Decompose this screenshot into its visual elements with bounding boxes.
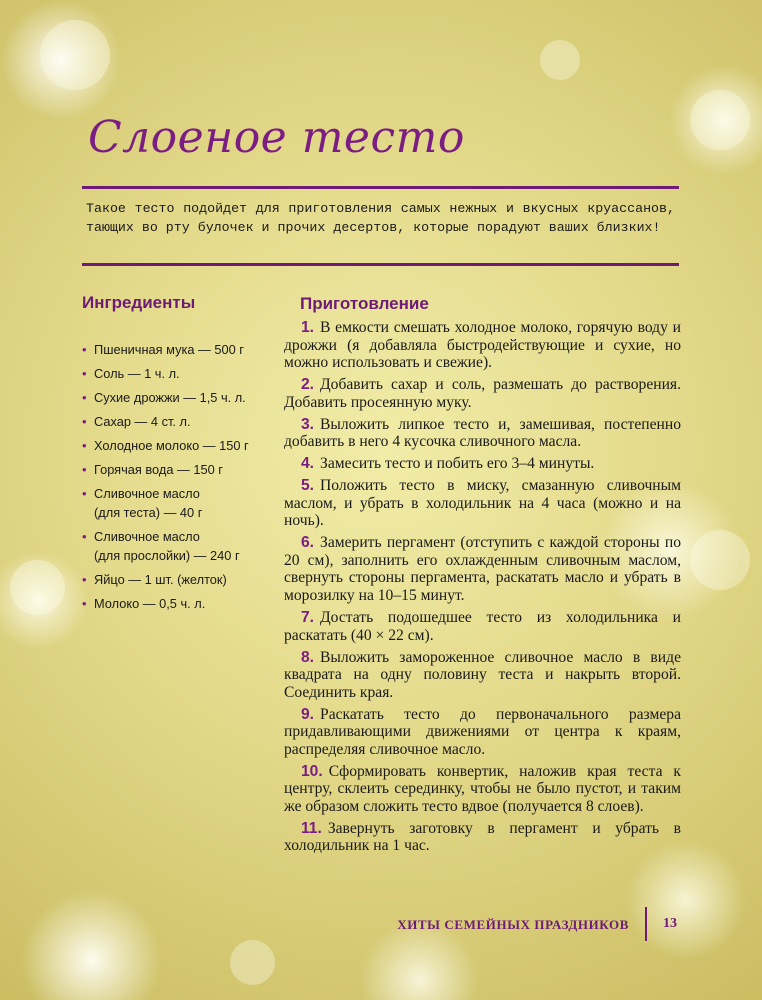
- preparation-step: [284, 416, 681, 451]
- ingredient-text: Холодное молоко — 150 г: [94, 438, 249, 453]
- preparation-heading: Приготовление: [300, 294, 429, 313]
- step-text: Выложить липкое тесто и, замешивая, постепенно добавить в него 4 кусочка сливочного масла.: [284, 415, 681, 451]
- preparation-step: [284, 319, 681, 372]
- preparation-step: [284, 763, 681, 816]
- ingredient-text-continued: (для теста) — 40 г: [94, 505, 203, 520]
- step-text: Замесить тесто и побить его 3–4 минуты.: [320, 455, 595, 473]
- ingredient-item: [82, 364, 282, 383]
- bokeh-light: [230, 940, 275, 985]
- ingredient-text: Горячая вода — 150 г: [94, 462, 223, 477]
- footer-book-title: ХИТЫ СЕМЕЙНЫХ ПРАЗДНИКОВ: [397, 917, 629, 932]
- ingredient-item: [82, 527, 282, 565]
- bokeh-light: [690, 90, 750, 150]
- ingredient-text: Сливочное масло: [94, 529, 200, 544]
- step-number: 3.: [301, 415, 315, 433]
- ingredient-item: [82, 594, 282, 613]
- step-text: Добавить сахар и соль, размешать до растворения. Добавить просеянную муку.: [284, 376, 681, 411]
- preparation-step: [284, 477, 681, 530]
- step-text: Положить тесто в миску, смазанную сливочным маслом, и убрать в холодильник на 4 часа (можно и на ночь).: [284, 477, 681, 530]
- step-number: 5.: [301, 477, 315, 495]
- intro-text: Такое тесто подойдет для приготовления самых нежных и вкусных круассанов, тающих во рту булочек и прочих десертов, которые порадуют ваших близких!: [86, 201, 675, 235]
- preparation-step: [284, 820, 681, 855]
- preparation-steps: [284, 319, 681, 860]
- step-number: 6.: [301, 534, 315, 552]
- preparation-step: [284, 609, 681, 644]
- preparation-step: [284, 649, 681, 702]
- ingredient-item: [82, 340, 282, 359]
- bokeh-light: [40, 20, 110, 90]
- preparation-step: [284, 534, 681, 604]
- ingredient-item: [82, 460, 282, 479]
- ingredient-item: [82, 570, 282, 589]
- step-number: 10.: [301, 762, 323, 780]
- ingredient-text: Яйцо — 1 шт. (желток): [94, 572, 227, 587]
- step-number: 8.: [301, 648, 315, 666]
- preparation-step: [284, 376, 681, 411]
- ingredient-text: Молоко — 0,5 ч. л.: [94, 596, 206, 611]
- page-number: 13: [663, 916, 677, 931]
- step-number: 7.: [301, 609, 315, 627]
- ingredients-list: [82, 340, 282, 618]
- step-text: Достать подошедшее тесто из холодильника и раскатать (40 × 22 см).: [284, 609, 681, 644]
- intro-box: [82, 186, 679, 266]
- ingredient-text: Пшеничная мука — 500 г: [94, 342, 244, 357]
- preparation-step: [284, 455, 681, 473]
- ingredient-text: Сливочное масло: [94, 486, 200, 501]
- step-text: Завернуть заготовку в пергамент и убрать в холодильник на 1 час.: [284, 819, 681, 855]
- ingredient-item: [82, 436, 282, 455]
- ingredient-text-continued: (для прослойки) — 240 г: [94, 548, 240, 563]
- page-title: Слоеное тесто: [88, 112, 465, 163]
- step-number: 9.: [301, 705, 315, 723]
- ingredient-item: [82, 484, 282, 522]
- step-number: 11.: [301, 819, 322, 837]
- bokeh-light: [10, 560, 65, 615]
- step-text: Замерить пергамент (отступить с каждой стороны по 20 см), заполнить его охлажденным сливочным маслом, свернуть стороны пергамента, раскатать масло и убрать в морозилку на 10–15 минут.: [284, 534, 681, 604]
- step-number: 4.: [301, 455, 315, 473]
- step-text: Выложить замороженное сливочное масло в виде квадрата на одну половину теста и накрыть второй. Соединить края.: [284, 648, 681, 701]
- step-number: 2.: [301, 376, 315, 394]
- footer-divider: [645, 907, 647, 941]
- step-text: Сформировать конвертик, наложив края теста к центру, склеить серединку, чтобы не было пустот, и таким же образом сложить тесто вдвое (получается 8 слоев).: [284, 762, 681, 815]
- bokeh-light: [690, 530, 750, 590]
- step-text: В емкости смешать холодное молоко, горячую воду и дрожжи (я добавляла быстродействующие и сухие, но можно использовать и свежие).: [284, 319, 681, 371]
- ingredient-item: [82, 412, 282, 431]
- ingredient-text: Сахар — 4 ст. л.: [94, 414, 191, 429]
- step-number: 1.: [301, 319, 315, 336]
- ingredient-text: Соль — 1 ч. л.: [94, 366, 180, 381]
- ingredient-item: [82, 388, 282, 407]
- step-text: Раскатать тесто до первоначального размера придавливающими движениями от центра к краям, распределяя сливочное масло.: [284, 705, 681, 758]
- ingredient-text: Сухие дрожжи — 1,5 ч. л.: [94, 390, 246, 405]
- ingredients-heading: Ингредиенты: [82, 293, 196, 312]
- preparation-step: [284, 706, 681, 759]
- bokeh-light: [540, 40, 580, 80]
